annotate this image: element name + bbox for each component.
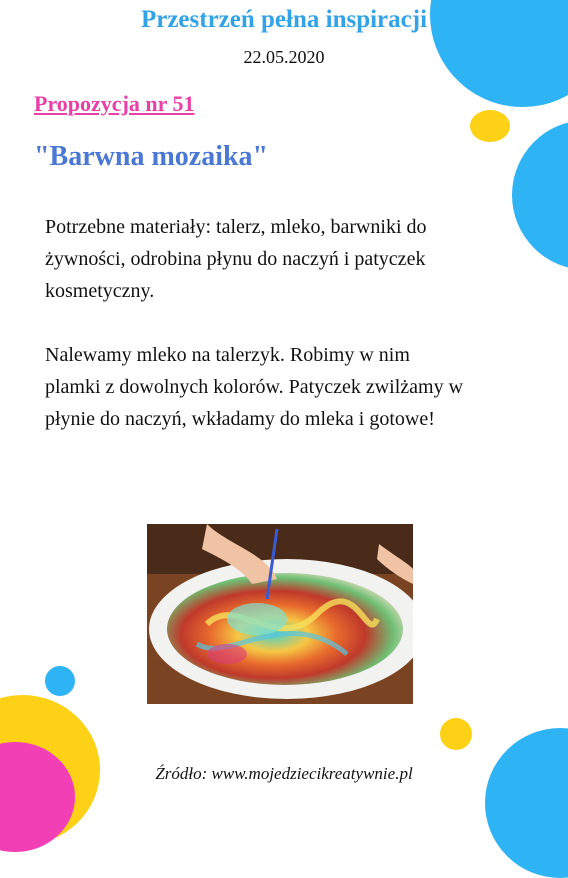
source-credit: Źródło: www.mojedziecikreatywnie.pl: [155, 764, 413, 783]
instructions-paragraph: Nalewamy mleko na talerzyk. Robimy w nim plamki z dowolnych kolorów. Patyczek zwilżamy w płynie do naczyń, wkładamy do mleka i gotowe!: [45, 344, 464, 430]
decor-blob-blue-right: [512, 120, 568, 270]
decor-blob-blue-bottom-right: [485, 728, 568, 878]
decor-blob-yellow-bottom-right: [440, 718, 472, 750]
date: 22.05.2020: [243, 47, 325, 67]
decor-blob-yellow-right: [470, 110, 510, 142]
milk-marbling-photo: [147, 524, 413, 704]
activity-title: "Barwna mozaika": [34, 141, 269, 172]
proposal-number: Propozycja nr 51: [34, 91, 195, 116]
page-title: Przestrzeń pełna inspiracji: [140, 6, 428, 33]
milk-marbling-image: [147, 524, 413, 704]
decor-dot-blue-left: [45, 666, 75, 696]
materials-paragraph: Potrzebne materiały: talerz, mleko, barwniki do żywności, odrobina płynu do naczyń i patyczek kosmetyczny.: [45, 216, 427, 302]
